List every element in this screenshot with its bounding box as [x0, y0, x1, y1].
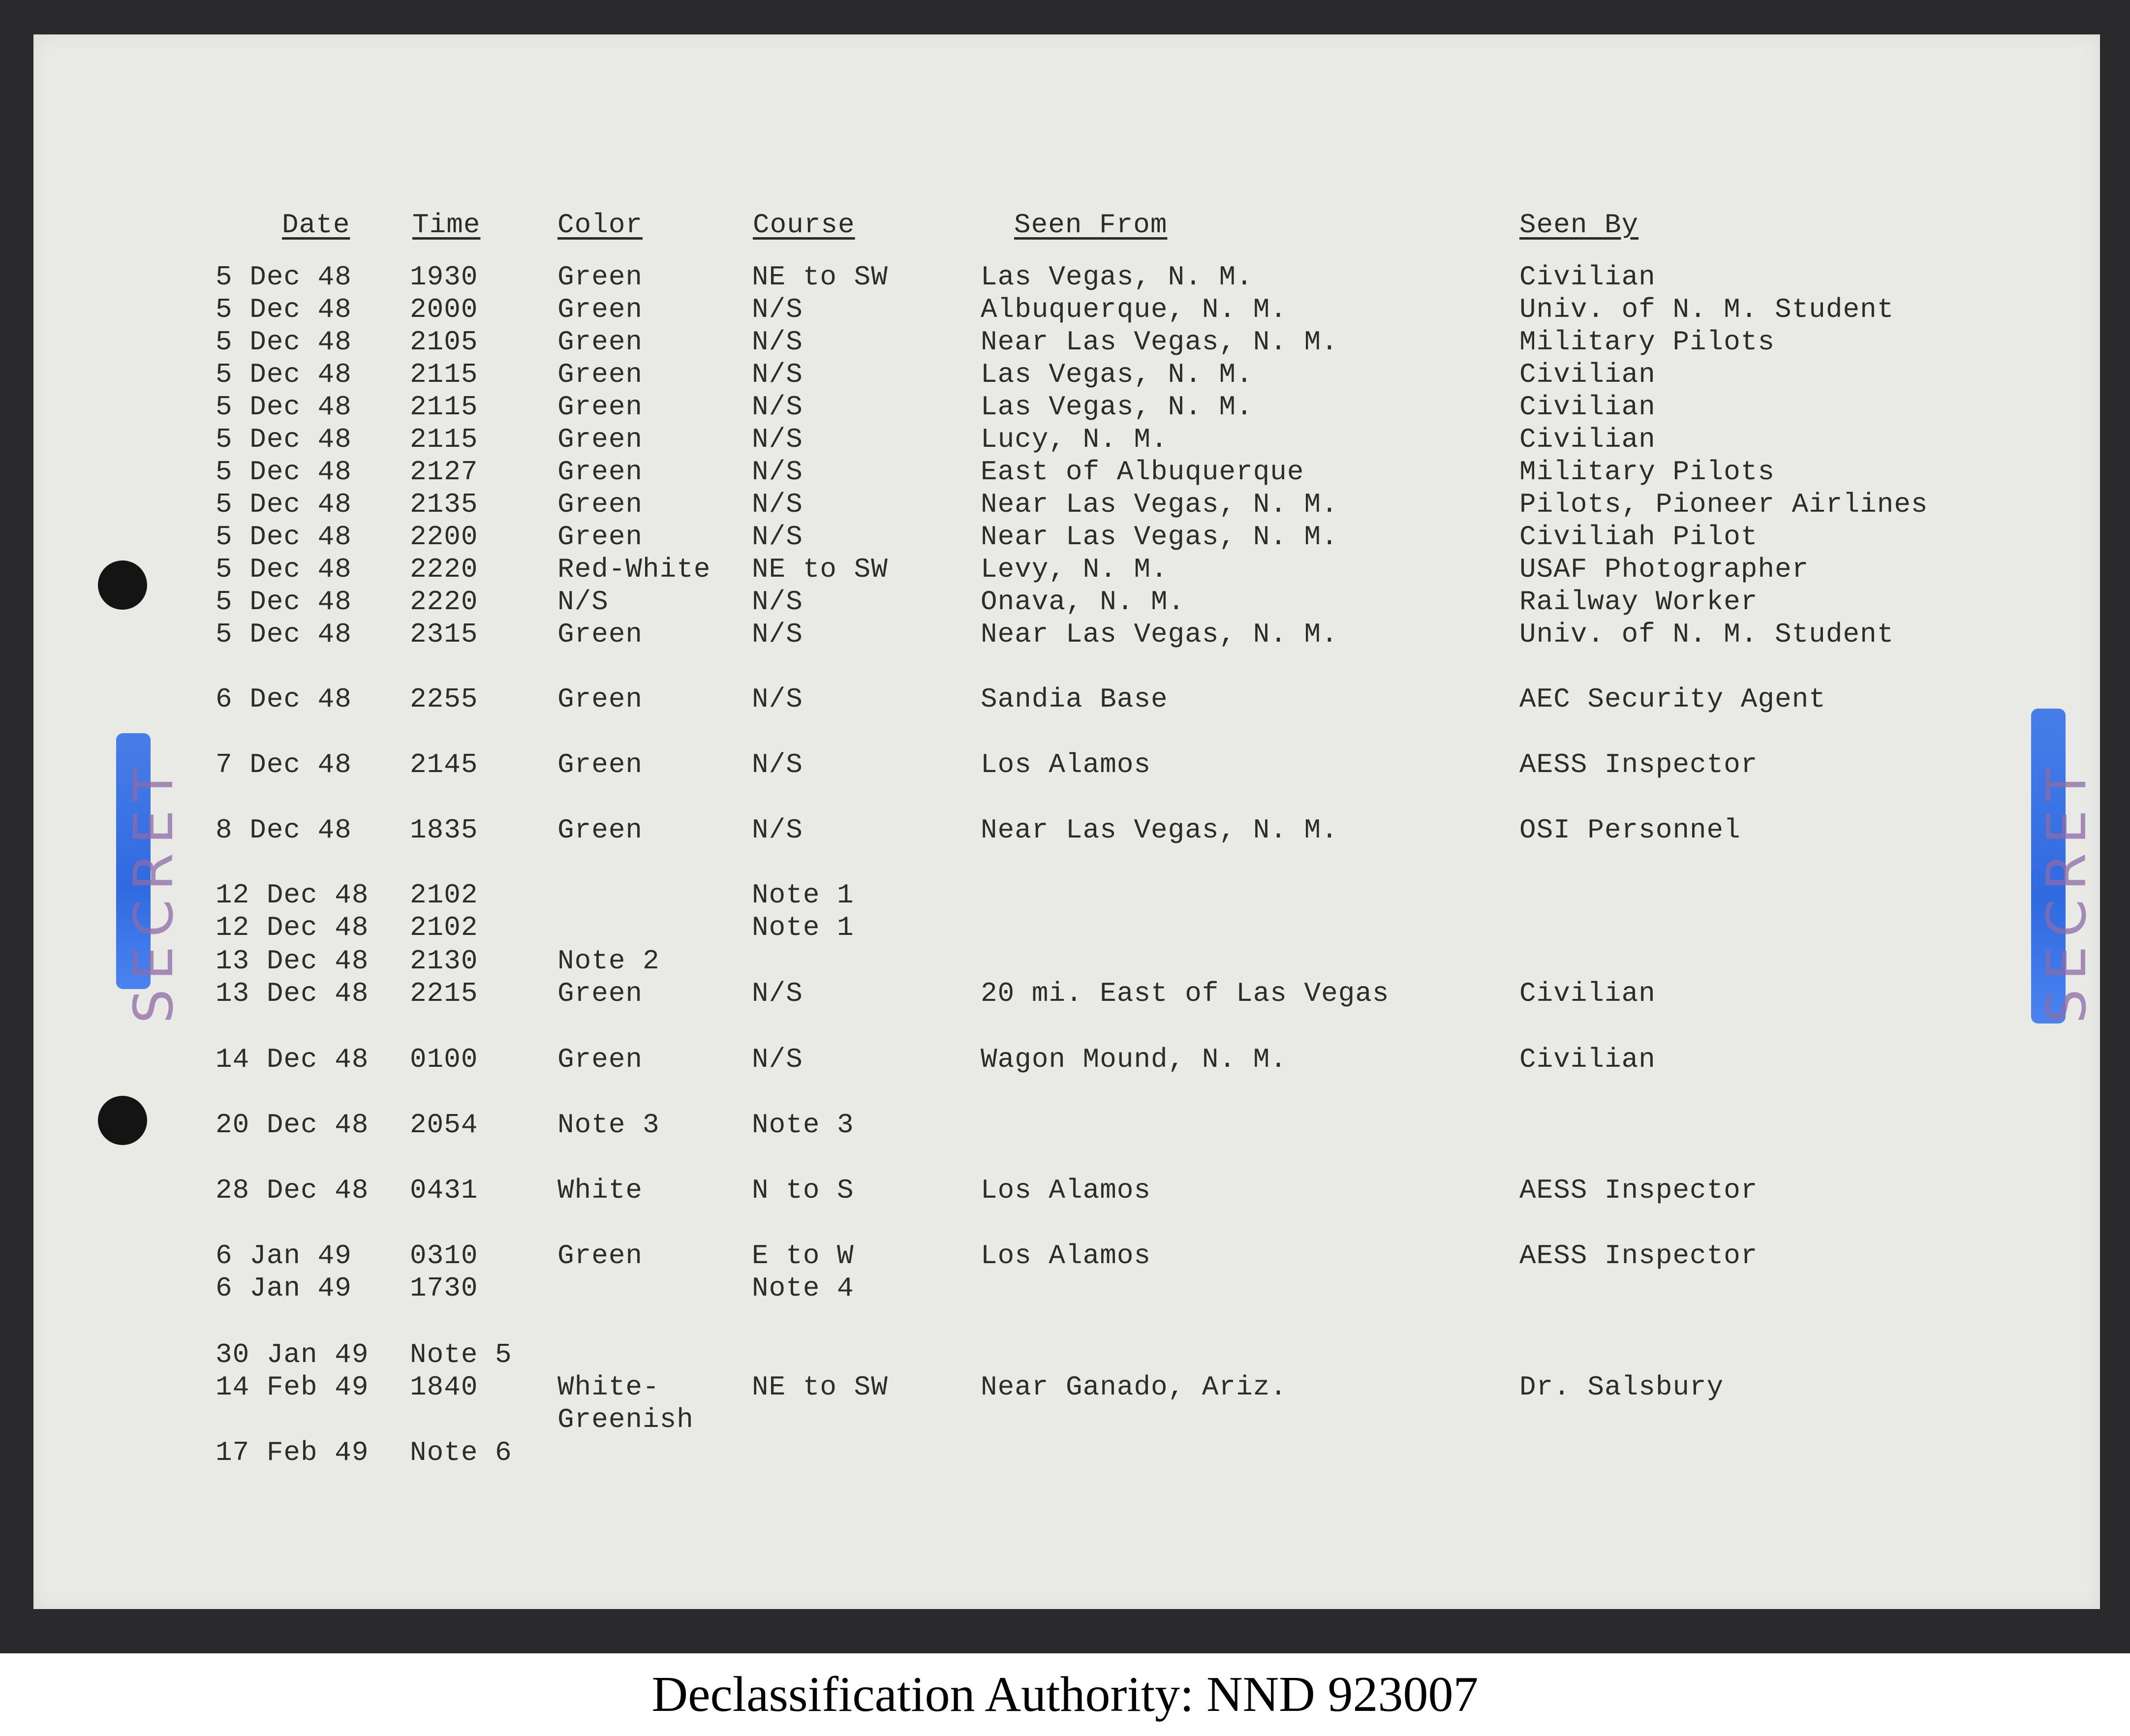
cell-course: N to S	[752, 1175, 854, 1206]
table-row	[33, 326, 2100, 358]
cell-seen-by: OSI Personnel	[1519, 814, 1741, 846]
cell-color: Green	[557, 326, 643, 358]
table-row	[33, 1338, 2100, 1371]
cell-date: 13 Dec 48	[216, 945, 369, 977]
cell-time: 2102	[410, 912, 478, 943]
cell-course: Note 1	[752, 912, 854, 943]
cell-course: N/S	[752, 814, 803, 846]
cell-time: 2130	[410, 945, 478, 977]
cell-color: Green	[557, 1044, 643, 1075]
cell-seen-by: Civiliah Pilot	[1519, 521, 1758, 553]
cell-seen-by: AESS Inspector	[1519, 1240, 1758, 1271]
table-row	[33, 814, 2100, 846]
cell-seen-by: AEC Security Agent	[1519, 683, 1826, 715]
cell-time: 2255	[410, 683, 478, 715]
cell-date: 5 Dec 48	[216, 391, 352, 423]
table-row	[33, 1272, 2100, 1304]
table-row	[33, 456, 2100, 488]
cell-time: 2105	[410, 326, 478, 358]
cell-date: 5 Dec 48	[216, 619, 352, 650]
cell-seen-from: Los Alamos	[981, 749, 1151, 780]
cell-date: 30 Jan 49	[216, 1339, 369, 1370]
cell-time: 0310	[410, 1240, 478, 1271]
cell-course: N/S	[752, 683, 803, 715]
cell-time: 2115	[410, 359, 478, 390]
cell-time: 2315	[410, 619, 478, 650]
cell-seen-by: Civilian	[1519, 391, 1656, 423]
cell-seen-by: Pilots, Pioneer Airlines	[1519, 489, 1928, 520]
cell-time: 2145	[410, 749, 478, 780]
cell-time: 1835	[410, 814, 478, 846]
cell-seen-from: Near Ganado, Ariz.	[981, 1371, 1287, 1403]
declassification-footer: Declassification Authority: NND 923007	[651, 1667, 1479, 1722]
cell-time: 1840	[410, 1371, 478, 1403]
table-row	[33, 553, 2100, 586]
cell-course: N/S	[752, 391, 803, 423]
cell-date: 14 Dec 48	[216, 1044, 369, 1075]
table-row	[33, 358, 2100, 391]
cell-seen-by: Civilian	[1519, 1044, 1656, 1075]
table-row	[33, 586, 2100, 618]
cell-seen-from: Near Las Vegas, N. M.	[981, 326, 1338, 358]
cell-course: N/S	[752, 749, 803, 780]
cell-color: Green	[557, 294, 643, 325]
cell-seen-from: Onava, N. M.	[981, 586, 1185, 618]
table-row	[33, 1240, 2100, 1272]
cell-course: N/S	[752, 586, 803, 618]
cell-seen-by: Military Pilots	[1519, 326, 1775, 358]
cell-course: N/S	[752, 1044, 803, 1075]
cell-color: Red-White	[557, 554, 711, 585]
cell-color: Green	[557, 359, 643, 390]
cell-color: Green	[557, 619, 643, 650]
cell-seen-from: Sandia Base	[981, 683, 1168, 715]
table-row	[33, 488, 2100, 521]
cell-date: 5 Dec 48	[216, 489, 352, 520]
cell-date: 5 Dec 48	[216, 456, 352, 488]
cell-time: 2215	[410, 978, 478, 1009]
cell-date: 12 Dec 48	[216, 912, 369, 943]
cell-date: 13 Dec 48	[216, 978, 369, 1009]
cell-seen-by: AESS Inspector	[1519, 1175, 1758, 1206]
table-row	[33, 683, 2100, 715]
cell-seen-from: Wagon Mound, N. M.	[981, 1044, 1287, 1075]
table-row	[33, 1436, 2100, 1469]
cell-date: 12 Dec 48	[216, 879, 369, 911]
cell-course: N/S	[752, 424, 803, 455]
cell-seen-by: Dr. Salsbury	[1519, 1371, 1724, 1403]
cell-date: 5 Dec 48	[216, 326, 352, 358]
cell-course: Note 4	[752, 1272, 854, 1304]
cell-seen-from: Levy, N. M.	[981, 554, 1168, 585]
cell-date: 20 Dec 48	[216, 1109, 369, 1141]
cell-color: N/S	[557, 586, 609, 618]
cell-color: Green	[557, 749, 643, 780]
table-row	[33, 1109, 2100, 1141]
cell-time: 2115	[410, 424, 478, 455]
cell-date: 6 Jan 49	[216, 1272, 352, 1304]
cell-seen-by: AESS Inspector	[1519, 749, 1758, 780]
cell-seen-by: Civilian	[1519, 978, 1656, 1009]
cell-time: 1930	[410, 261, 478, 293]
cell-time: 2115	[410, 391, 478, 423]
cell-color: Green	[557, 489, 643, 520]
table-row	[33, 748, 2100, 781]
table-row	[33, 423, 2100, 456]
cell-course: NE to SW	[752, 554, 888, 585]
table-row	[33, 293, 2100, 326]
cell-date: 14 Feb 49	[216, 1371, 369, 1403]
cell-date: 5 Dec 48	[216, 521, 352, 553]
cell-course: NE to SW	[752, 261, 888, 293]
cell-color: Note 3	[557, 1109, 660, 1141]
cell-seen-from: 20 mi. East of Las Vegas	[981, 978, 1389, 1009]
cell-color: Note 2	[557, 945, 660, 977]
secret-stamp: SECRET	[2035, 759, 2098, 1023]
cell-color: Green	[557, 261, 643, 293]
table-row	[33, 879, 2100, 911]
cell-course: N/S	[752, 294, 803, 325]
cell-seen-from: Near Las Vegas, N. M.	[981, 619, 1338, 650]
cell-date: 5 Dec 48	[216, 554, 352, 585]
cell-seen-from: Las Vegas, N. M.	[981, 391, 1253, 423]
cell-time: Note 6	[410, 1437, 512, 1468]
table-row	[33, 261, 2100, 293]
table-row	[33, 618, 2100, 651]
cell-date: 28 Dec 48	[216, 1175, 369, 1206]
table-row	[33, 1043, 2100, 1076]
cell-time: 1730	[410, 1272, 478, 1304]
table-row	[33, 391, 2100, 423]
cell-seen-from: Las Vegas, N. M.	[981, 359, 1253, 390]
cell-seen-from: Los Alamos	[981, 1240, 1151, 1271]
cell-course: N/S	[752, 456, 803, 488]
cell-time: 2135	[410, 489, 478, 520]
secret-stamp: SECRET	[122, 759, 185, 1023]
header-date: Date	[282, 209, 350, 241]
cell-color: Green	[557, 683, 643, 715]
header-course: Course	[753, 209, 855, 241]
cell-seen-by: Civilian	[1519, 261, 1656, 293]
cell-date: 8 Dec 48	[216, 814, 352, 846]
cell-time: 2054	[410, 1109, 478, 1141]
cell-seen-by: Civilian	[1519, 359, 1656, 390]
header-color: Color	[557, 209, 643, 241]
cell-date: 6 Jan 49	[216, 1240, 352, 1271]
cell-course: N/S	[752, 978, 803, 1009]
cell-color: White- Greenish	[557, 1371, 694, 1435]
cell-seen-from: Albuquerque, N. M.	[981, 294, 1287, 325]
table-row	[33, 1174, 2100, 1207]
cell-time: 2220	[410, 554, 478, 585]
cell-color: Green	[557, 456, 643, 488]
cell-time: 2200	[410, 521, 478, 553]
cell-course: NE to SW	[752, 1371, 888, 1403]
cell-course: Note 3	[752, 1109, 854, 1141]
cell-seen-from: Los Alamos	[981, 1175, 1151, 1206]
cell-seen-by: Railway Worker	[1519, 586, 1758, 618]
cell-course: N/S	[752, 359, 803, 390]
cell-time: 2102	[410, 879, 478, 911]
cell-seen-from: Las Vegas, N. M.	[981, 261, 1253, 293]
document-page	[33, 34, 2100, 1609]
cell-seen-by: Univ. of N. M. Student	[1519, 294, 1894, 325]
cell-time: 0431	[410, 1175, 478, 1206]
cell-color: White	[557, 1175, 643, 1206]
cell-course: Note 1	[752, 879, 854, 911]
cell-time: 2127	[410, 456, 478, 488]
header-seen-from: Seen From	[1014, 209, 1168, 241]
cell-color: Green	[557, 1240, 643, 1271]
cell-seen-from: Near Las Vegas, N. M.	[981, 489, 1338, 520]
cell-seen-from: East of Albuquerque	[981, 456, 1304, 488]
cell-course: N/S	[752, 326, 803, 358]
cell-color: Green	[557, 814, 643, 846]
cell-color: Green	[557, 978, 643, 1009]
table-row	[33, 977, 2100, 1010]
cell-date: 6 Dec 48	[216, 683, 352, 715]
cell-color: Green	[557, 391, 643, 423]
cell-course: E to W	[752, 1240, 854, 1271]
cell-date: 5 Dec 48	[216, 586, 352, 618]
table-row	[33, 911, 2100, 944]
cell-time: Note 5	[410, 1339, 512, 1370]
cell-course: N/S	[752, 619, 803, 650]
cell-seen-by: Civilian	[1519, 424, 1656, 455]
cell-color: Green	[557, 424, 643, 455]
cell-date: 5 Dec 48	[216, 359, 352, 390]
table-row	[33, 945, 2100, 977]
cell-time: 0100	[410, 1044, 478, 1075]
cell-color: Green	[557, 521, 643, 553]
cell-time: 2000	[410, 294, 478, 325]
cell-course: N/S	[752, 521, 803, 553]
cell-seen-by: Univ. of N. M. Student	[1519, 619, 1894, 650]
cell-date: 17 Feb 49	[216, 1437, 369, 1468]
cell-date: 5 Dec 48	[216, 424, 352, 455]
table-row	[33, 1371, 2100, 1435]
cell-time: 2220	[410, 586, 478, 618]
cell-date: 7 Dec 48	[216, 749, 352, 780]
cell-seen-from: Near Las Vegas, N. M.	[981, 521, 1338, 553]
cell-seen-by: USAF Photographer	[1519, 554, 1809, 585]
cell-seen-by: Military Pilots	[1519, 456, 1775, 488]
cell-seen-from: Lucy, N. M.	[981, 424, 1168, 455]
table-row	[33, 521, 2100, 553]
cell-date: 5 Dec 48	[216, 294, 352, 325]
cell-date: 5 Dec 48	[216, 261, 352, 293]
cell-seen-from: Near Las Vegas, N. M.	[981, 814, 1338, 846]
header-seen-by: Seen By	[1519, 209, 1639, 241]
header-time: Time	[412, 209, 481, 241]
cell-course: N/S	[752, 489, 803, 520]
